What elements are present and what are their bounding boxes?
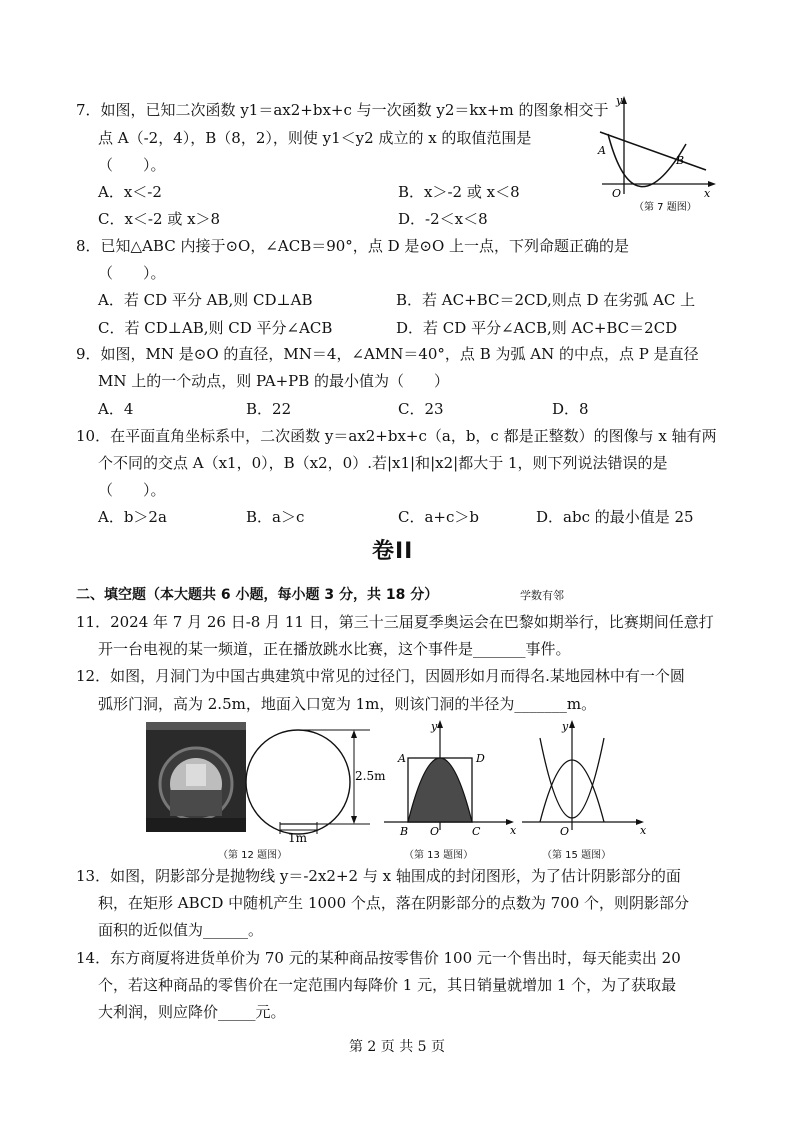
q14-stem-line2: 个，若这种商品的零售价在一定范围内每降价 1 元，其日销量就增加 1 个，为了获取最 xyxy=(98,976,677,994)
q13-stem-line3: 面积的近似值为______。 xyxy=(98,921,264,939)
q7-figure xyxy=(594,94,718,218)
part-two-title: 卷II xyxy=(372,539,414,564)
q7-fig-point-b: B xyxy=(676,154,685,167)
q14-stem-line3: 大利润，则应降价_____元。 xyxy=(98,1003,286,1021)
q12-diagram xyxy=(242,724,384,850)
q13-fig-x-label: x xyxy=(510,824,517,837)
height-label: 2.5m xyxy=(355,769,386,783)
q10-option-d: D．abc 的最小值是 25 xyxy=(536,508,694,526)
q11-stem-line2: 开一台电视的某一频道，正在播放跳水比赛，这个事件是_______事件。 xyxy=(98,640,571,658)
moon-gate-photo xyxy=(146,722,246,832)
q9-stem-line2: MN 上的一个动点，则 PA+PB 的最小值为（ ） xyxy=(98,372,450,390)
q11-stem-line1: 11．2024 年 7 月 26 日-8 月 11 日，第三十三届夏季奥运会在巴黎如期举行，比赛期间任意打 xyxy=(76,613,714,631)
q8-option-d: D．若 CD 平分∠ACB,则 AC+BC＝2CD xyxy=(396,319,678,337)
q10-stem-line3: （ ）。 xyxy=(98,481,166,499)
q7-fig-y-label: y xyxy=(616,94,623,107)
width-label: 1m xyxy=(288,831,308,845)
q12-fig-caption: （第 12 题图） xyxy=(218,850,288,861)
q15-fig-origin: O xyxy=(560,825,570,838)
q7-stem-line2: 点 A（-2，4），B（8，2），则使 y1＜y2 成立的 x 的取值范围是 xyxy=(98,129,532,147)
q10-stem-line1: 10．在平面直角坐标系中，二次函数 y＝ax2+bx+c（a，b，c 都是正整数）的图像与 x 轴有两 xyxy=(76,427,717,445)
q13-fig-y-label: y xyxy=(431,720,438,733)
q8-stem-line1: 8．已知△ABC 内接于⊙O，∠ACB＝90°，点 D 是⊙O 上一点，下列命题正确的是 xyxy=(76,237,630,255)
q8-option-b: B．若 AC+BC＝2CD,则点 D 在劣弧 AC 上 xyxy=(396,291,696,309)
q13-fig-caption: （第 13 题图） xyxy=(404,850,474,861)
watermark-text: 学数有邻 xyxy=(520,589,564,602)
q13-fig-origin: O xyxy=(430,825,440,838)
q13-fig-point-b: B xyxy=(400,825,409,838)
q7-option-c: C．x＜-2 或 x＞8 xyxy=(98,210,221,228)
q15-fig-x-label: x xyxy=(640,824,647,837)
q7-option-b: B．x＞-2 或 x＜8 xyxy=(398,183,520,201)
q7-fig-caption: （第 7 题图） xyxy=(634,202,697,213)
q10-stem-line2: 个不同的交点 A（x1，0），B（x2，0）.若|x1|和|x2|都大于 1，则下列说法错误的是 xyxy=(98,454,668,472)
q9-option-d: D．8 xyxy=(552,400,589,418)
page-footer: 第 2 页 共 5 页 xyxy=(348,1039,446,1055)
q9-option-b: B．22 xyxy=(246,400,292,418)
q10-option-b: B．a＞c xyxy=(246,508,305,526)
q7-option-a: A．x＜-2 xyxy=(98,183,162,201)
q7-option-d: D．-2＜x＜8 xyxy=(398,210,488,228)
section-two-title: 二、填空题（本大题共 6 小题，每小题 3 分，共 18 分） xyxy=(76,587,439,603)
q8-stem-line2: （ ）。 xyxy=(98,264,166,282)
q15-fig-y-label: y xyxy=(562,720,569,733)
q9-option-a: A．4 xyxy=(98,400,134,418)
q8-option-a: A．若 CD 平分 AB,则 CD⊥AB xyxy=(98,291,313,309)
q7-stem-line1: 7．如图，已知二次函数 y1＝ax2+bx+c 与一次函数 y2＝kx+m 的图象相交于 xyxy=(76,101,609,119)
q9-stem-line1: 9．如图，MN 是⊙O 的直径，MN＝4，∠AMN＝40°，点 B 为弧 AN 的中点，点 P 是直径 xyxy=(76,345,699,363)
q13-fig-point-a: A xyxy=(398,752,406,765)
q9-option-c: C．23 xyxy=(398,400,444,418)
q7-stem-line3: （ ）。 xyxy=(98,156,166,174)
q8-option-c: C．若 CD⊥AB,则 CD 平分∠ACB xyxy=(98,319,333,337)
q15-figure xyxy=(522,718,652,842)
q13-stem-line2: 积，在矩形 ABCD 中随机产生 1000 个点，落在阴影部分的点数为 700 个，则阴影部分 xyxy=(98,894,690,912)
q13-figure xyxy=(384,718,520,842)
q13-fig-point-c: C xyxy=(472,825,481,838)
q13-fig-point-d: D xyxy=(476,752,485,765)
q10-option-c: C．a+c＞b xyxy=(398,508,479,526)
q12-stem-line1: 12．如图，月洞门为中国古典建筑中常见的过径门，因圆形如月而得名.某地园林中有一个圆 xyxy=(76,667,685,685)
q7-fig-point-a: A xyxy=(598,144,606,157)
q7-fig-origin: O xyxy=(612,187,622,200)
q13-stem-line1: 13．如图，阴影部分是抛物线 y＝-2x2+2 与 x 轴围成的封闭图形，为了估计阴影部分的面 xyxy=(76,867,681,885)
q14-stem-line1: 14．东方商厦将进货单价为 70 元的某种商品按零售价 100 元一个售出时，每天能卖出 20 xyxy=(76,949,681,967)
q10-option-a: A．b＞2a xyxy=(98,508,167,526)
q12-stem-line2: 弧形门洞，高为 2.5m，地面入口宽为 1m，则该门洞的半径为_______m。 xyxy=(98,695,597,713)
q15-fig-caption: （第 15 题图） xyxy=(542,850,612,861)
q7-fig-x-label: x xyxy=(704,187,711,200)
